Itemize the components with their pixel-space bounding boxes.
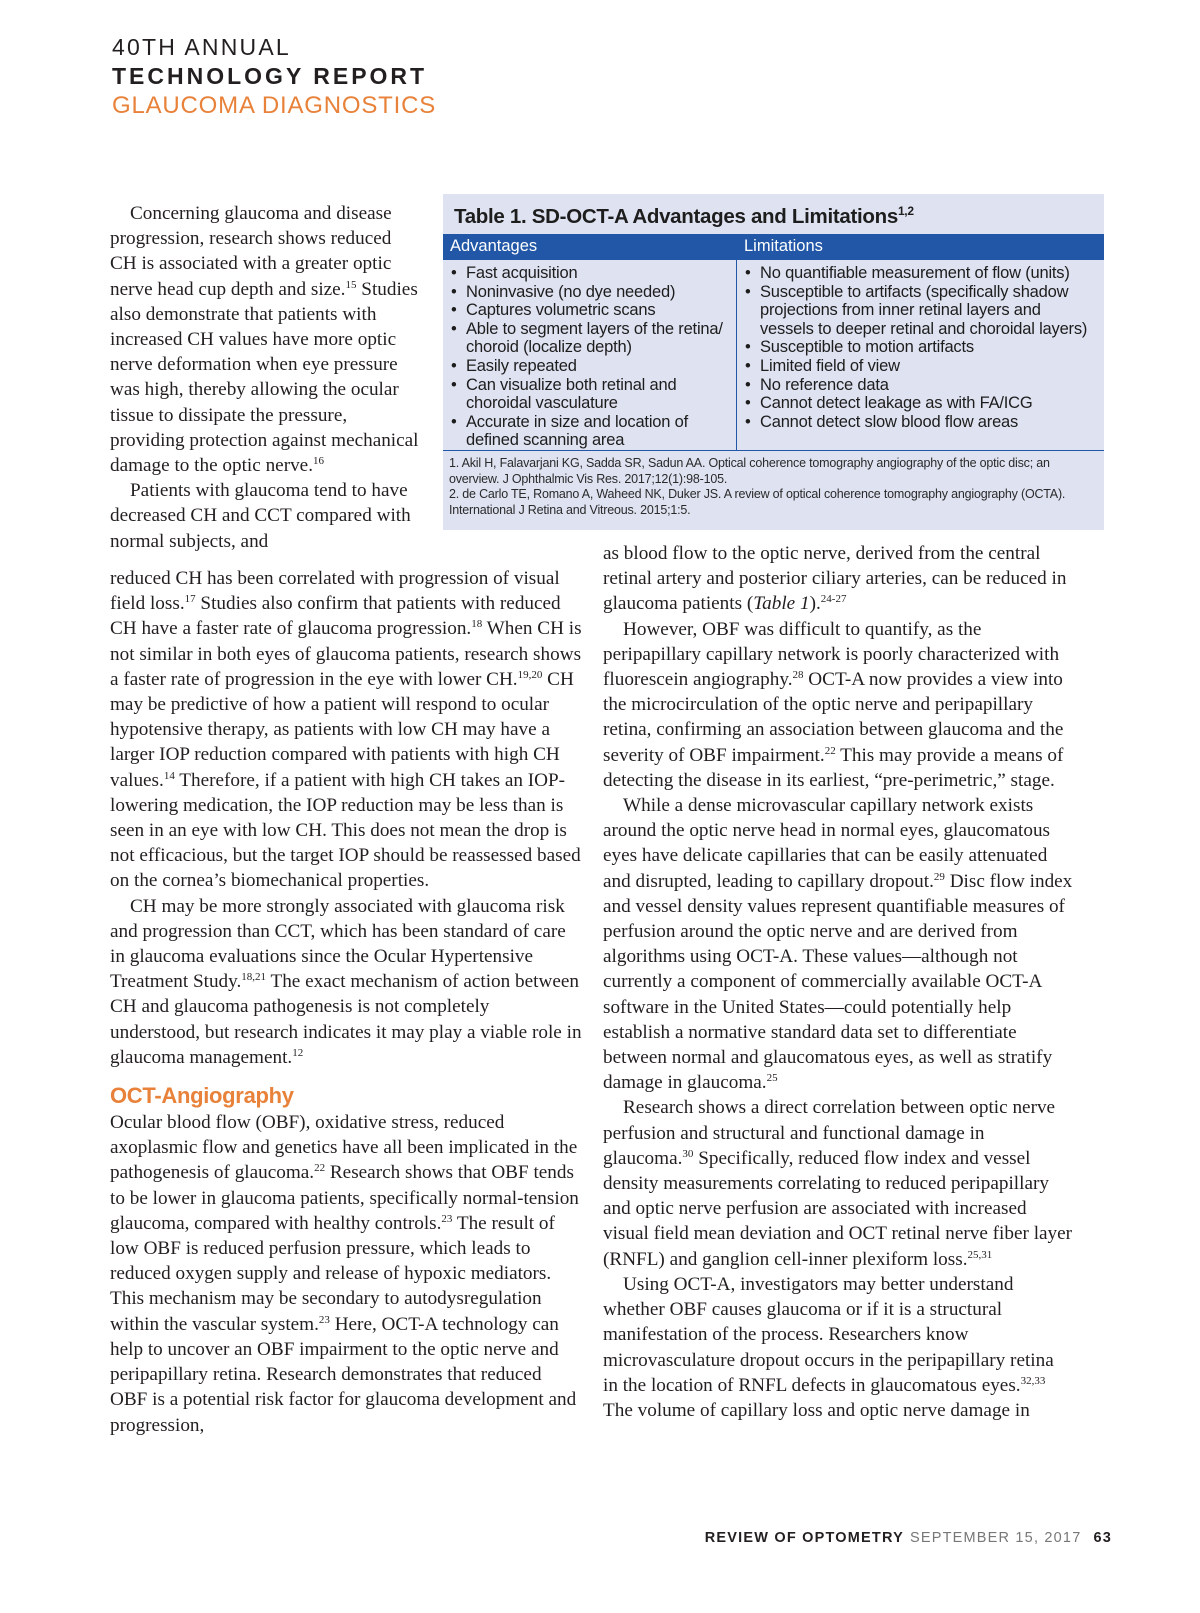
list-item: • Captures volumetric scans	[448, 301, 730, 320]
list-item: • Accurate in size and location of defined scanning area	[448, 413, 730, 450]
citation: 17	[184, 593, 196, 606]
reference: 2. de Carlo TE, Romano A, Waheed NK, Duker JS. A review of optical coherence tomography angiography (OCTA). International J Retina and Vitreous. 2015;1:5.	[449, 487, 1066, 517]
citation: 18,21	[241, 971, 267, 984]
column-divider	[736, 234, 737, 450]
table-rule	[443, 450, 1104, 451]
column-header-limitations: Limitations	[744, 237, 823, 255]
paragraph: Ocular blood flow (OBF), oxidative stress, reduced axoplasmic flow and genetics have all been implicated in the pathogenesis of glaucoma.$^{22}$ Research shows that OBF tends to be lower in glaucoma patients, specifically normal-tension glaucoma, compared with healthy controls.$^{23}$ The result of low OBF is reduced perfusion pressure, which leads to reduced oxygen supply and release of hypoxic mediators. This mechanism may be secondary to autodysregulation within the vascular system.$^{23}$ Here, OCT-A technology can help to uncover an OBF impairment to the optic nerve and peripapillary retina. Research demonstrates that reduced OBF is a potential risk factor for glaucoma development and progression,	[110, 1112, 579, 1436]
citation: 22	[314, 1162, 326, 1175]
publication-name: REVIEW OF OPTOMETRY	[704, 1530, 904, 1546]
paragraph: However, OBF was difficult to quantify, as the peripapillary capillary network is poorly characterized with fluorescein angiography.$^{28}$ OCT-A now provides a view into the microcirculation of the optic nerve and peripapillary retina, confirming an association between glaucoma and the severity of OBF impairment.$^{22}$ This may provide a means of detecting the disease in its earliest, “pre-perimetric,” stage.	[603, 618, 1064, 791]
paragraph: Using OCT-A, investigators may better understand whether OBF causes glaucoma or if it is a structural manifestation of the process. Researchers know microvasculature dropout occurs in the peripapillary retina in the location of RNFL defects in glaucomatous eyes.$^{32,33}$ The volume of capillary loss and optic nerve damage in	[603, 1273, 1054, 1421]
list-item: • Able to segment layers of the retina/ choroid (localize depth)	[448, 320, 730, 357]
table-references	[449, 456, 1099, 518]
paragraph: as blood flow to the optic nerve, derived from the central retinal artery and posterior ciliary arteries, can be reduced in glaucoma patients (Table 1).$^{24-27}$	[603, 543, 1067, 615]
list-item: • Limited field of view	[742, 357, 1098, 376]
right-column	[603, 541, 1073, 1423]
citation: 24-27	[820, 593, 847, 606]
paragraph: reduced CH has been correlated with progression of visual field loss.$^{17}$ Studies also confirm that patients with reduced CH have a faster rate of glaucoma progression.$^{18}$ When CH is not similar in both eyes of glaucoma patients, research shows a faster rate of progression in the eye with lower CH.$^{19,20}$ CH may be predictive of how a patient will respond to ocular hypotensive therapy, as patients with low CH may have a larger IOP reduction compared with patients with high CH values.$^{14}$ Therefore, if a patient with high CH takes an IOP-lowering medication, the IOP reduction may be less than is seen in an eye with low CH. This does not mean the drop is not efficacious, but the target IOP should be reassessed based on the cornea’s biomechanical properties.	[110, 568, 582, 892]
table-reference: Table 1	[753, 593, 810, 615]
header-report-title: TECHNOLOGY REPORT	[112, 63, 428, 89]
citation: 28	[792, 669, 804, 682]
citation: 29	[933, 870, 945, 883]
list-item: • Noninvasive (no dye needed)	[448, 283, 730, 302]
citation: 19,20	[517, 668, 543, 681]
left-column-top	[110, 201, 420, 554]
list-item: • Can visualize both retinal and choroidal vasculature	[448, 376, 730, 413]
reference: 1. Akil H, Falavarjani KG, Sadda SR, Sadun AA. Optical coherence tomography angiography of the optic disc; an overview. J Ophthalmic Vis Res. 2017;12(1):98-105.	[449, 456, 1050, 486]
header-edition: 40TH ANNUAL	[112, 34, 291, 60]
issue-date: SEPTEMBER 15, 2017	[909, 1530, 1082, 1546]
list-item: • No quantifiable measurement of flow (units)	[742, 264, 1098, 283]
table-header-row	[443, 234, 1104, 260]
citation: 22	[824, 744, 836, 757]
paragraph: Research shows a direct correlation between optic nerve perfusion and structural and functional damage in glaucoma.$^{30}$ Specifically, reduced flow index and vessel density measurements correlating to reduced peripapillary and optic nerve perfusion are associated with increased visual field mean deviation and OCT retinal nerve fiber layer (RNFL) and ganglion cell-inner plexiform loss.$^{25,31}$	[603, 1097, 1073, 1270]
paragraph: While a dense microvascular capillary network exists around the optic nerve head in normal eyes, glaucomatous eyes have delicate capillaries that can be easily attenuated and disrupted, leading to capillary dropout.$^{29}$ Disc flow index and vessel density values represent quantifiable measures of perfusion around the optic nerve and are derived from algorithms using OCT-A. These values—although not currently a component of commercially available OCT-A software in the United States—could potentially help establish a normative standard data set to differentiate between normal and glaucomatous eyes, as well as stratify damage in glaucoma.$^{25}$	[603, 795, 1073, 1094]
paragraph: CH may be more strongly associated with glaucoma risk and progression than CCT, which has been standard of care in glaucoma evaluations since the Ocular Hypertensive Treatment Study.$^{18,21}$ The exact mechanism of action between CH and glaucoma pathogenesis is not completely understood, but research indicates it may play a viable role in glaucoma management.$^{12}$	[110, 895, 582, 1068]
left-column-main	[110, 566, 582, 1438]
column-header-advantages: Advantages	[450, 237, 538, 255]
list-item: • Fast acquisition	[448, 264, 730, 283]
citation: 32,33	[1020, 1374, 1046, 1387]
paragraph: Patients with glaucoma tend to have decreased CH and CCT compared with normal subjects, and	[110, 480, 411, 552]
citation: 18	[471, 618, 483, 631]
list-item: • Cannot detect slow blood flow areas	[742, 413, 1098, 432]
list-item: • Susceptible to motion artifacts	[742, 338, 1098, 357]
citation: 16	[313, 455, 324, 468]
section-heading: OCT-Angiography	[110, 1083, 294, 1109]
page-footer	[705, 1530, 1112, 1546]
advantages-list	[448, 264, 730, 450]
citation: 15	[345, 278, 357, 291]
citation: 14	[163, 769, 175, 782]
list-item: • No reference data	[742, 376, 1098, 395]
header-section: GLAUCOMA DIAGNOSTICS	[112, 92, 437, 119]
running-header	[112, 36, 436, 118]
citation: 12	[292, 1046, 304, 1059]
citation: 30	[682, 1147, 694, 1160]
citation: 25	[766, 1072, 778, 1085]
citation: 1,2	[897, 204, 914, 218]
citation: 25,31	[967, 1248, 993, 1261]
citation: 23	[441, 1212, 453, 1225]
list-item: • Susceptible to artifacts (specifically shadow projections from inner retinal layers and vessels to deeper retinal and choroidal layers)	[742, 283, 1098, 339]
table-1	[443, 194, 1104, 530]
paragraph: Concerning glaucoma and disease progression, research shows reduced CH is associated with a greater optic nerve head cup depth and size.$^{15}$ Studies also demonstrate that patients with increased CH values have more optic nerve deformation when eye pressure was high, thereby allowing the ocular tissue to dissipate the pressure, providing protection against mechanical damage to the optic nerve.$^{16}$	[110, 203, 419, 477]
page-number: 63	[1093, 1530, 1112, 1546]
list-item: • Easily repeated	[448, 357, 730, 376]
limitations-list	[742, 264, 1098, 431]
list-item: • Cannot detect leakage as with FA/ICG	[742, 394, 1098, 413]
citation: 23	[318, 1313, 330, 1326]
table-title: Table 1. SD-OCT-A Advantages and Limitations$^{1,2}$	[454, 204, 914, 228]
